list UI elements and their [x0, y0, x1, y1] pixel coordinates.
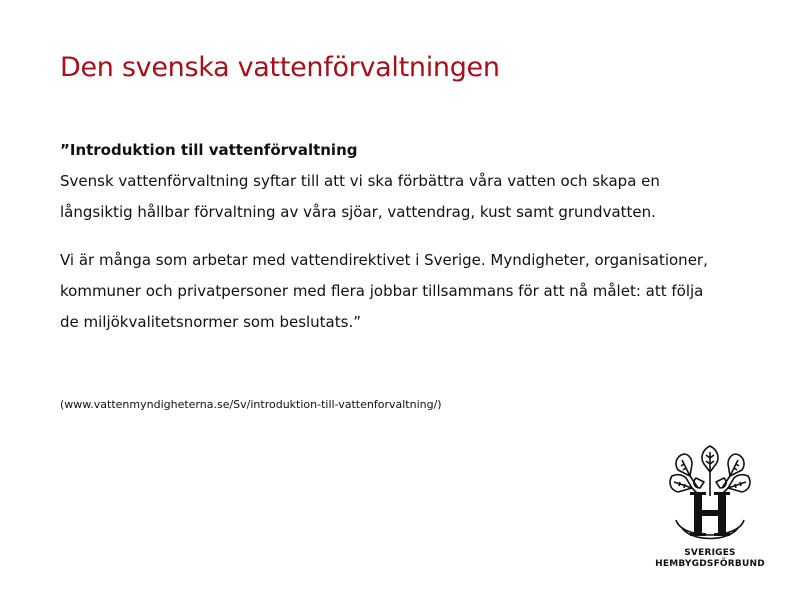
logo-wordmark	[650, 548, 770, 570]
paragraph-gap	[60, 228, 760, 245]
paragraph-1-line-1: Svensk vattenförvaltning syftar till att vi ska förbättra våra vatten och skapa en	[60, 172, 660, 190]
paragraph-2-line-3: de miljökvalitetsnormer som beslutats.”	[60, 313, 361, 331]
sveriges-hembygdsforbund-logo	[650, 442, 770, 574]
paragraph-2-line-2: kommuner och privatpersoner med flera jobbar tillsammans för att nå målet: att följa	[60, 282, 704, 300]
logo-line-2: HEMBYGDSFÖRBUND	[655, 559, 765, 569]
paragraph-2-line-1: Vi är många som arbetar med vattendirektivet i Sverige. Myndigheter, organisationer,	[60, 251, 708, 269]
tree-emblem-icon	[664, 442, 756, 546]
quote-subheading: ”Introduktion till vattenförvaltning	[60, 141, 358, 159]
logo-line-1: SVERIGES	[684, 548, 736, 558]
quote-block	[60, 135, 760, 338]
source-citation: (www.vattenmyndigheterna.se/Sv/introduktion-till-vattenforvaltning/)	[60, 398, 442, 411]
slide-title: Den svenska vattenförvaltningen	[60, 52, 500, 83]
paragraph-1-line-2: långsiktig hållbar förvaltning av våra sjöar, vattendrag, kust samt grundvatten.	[60, 203, 656, 221]
